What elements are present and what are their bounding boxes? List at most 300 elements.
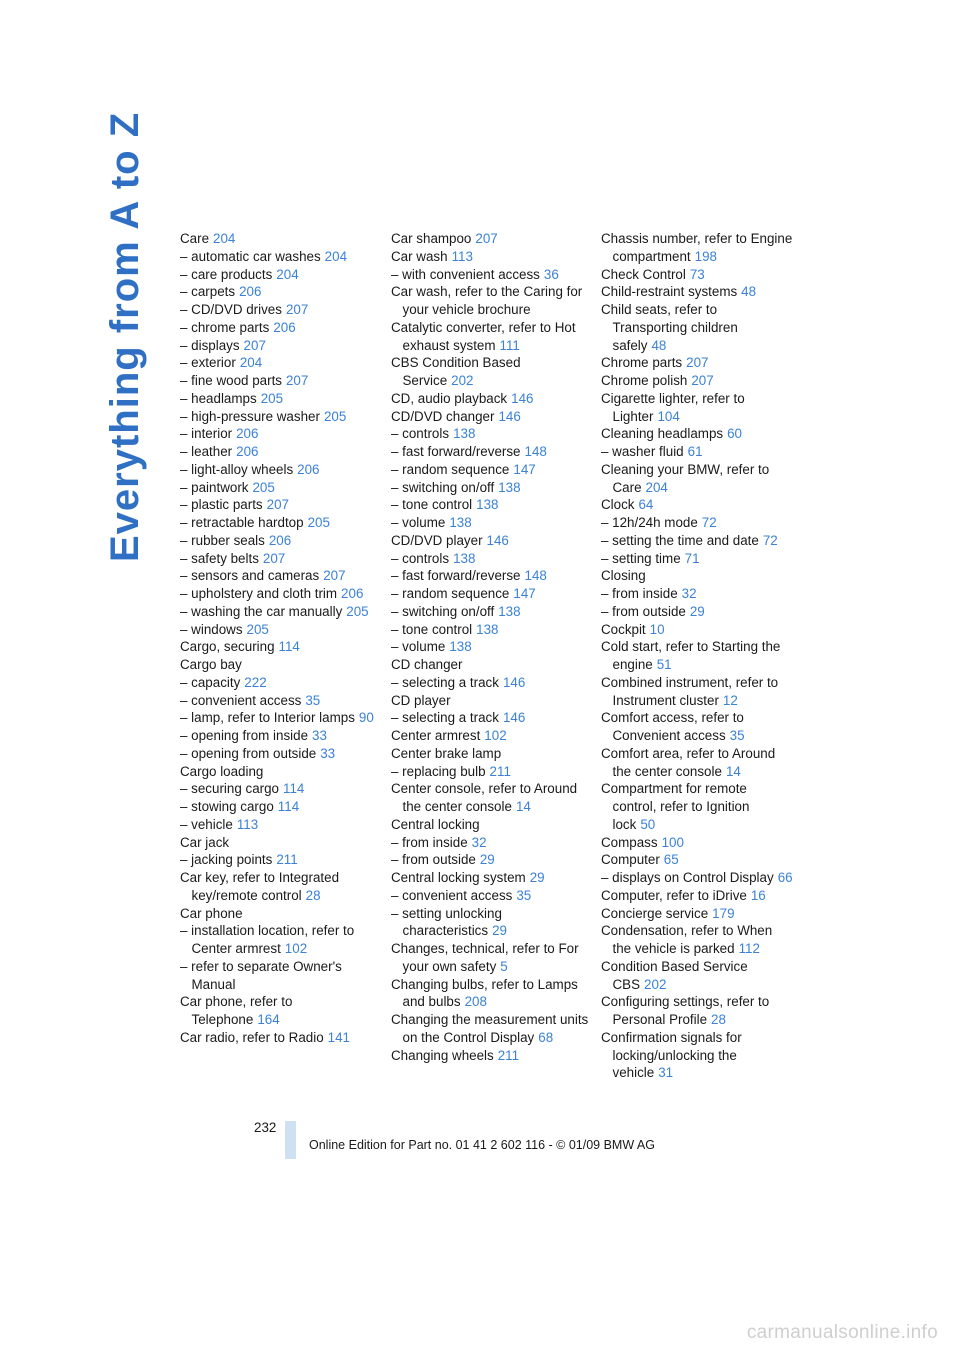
index-entry <box>391 319 591 355</box>
index-entry <box>391 496 591 514</box>
page-link[interactable]: 146 <box>511 390 534 406</box>
page-link[interactable]: 32 <box>471 834 487 850</box>
index-entry <box>601 603 793 621</box>
index-term: – light-alloy wheels <box>180 461 294 477</box>
index-entry <box>601 266 793 284</box>
index-term: Car phone, refer to Telephone <box>180 994 293 1027</box>
footer-bar <box>285 1121 296 1159</box>
index-entry <box>391 514 591 532</box>
index-term: – tone control <box>391 497 473 513</box>
index-term: CBS Condition Based Service <box>391 355 521 388</box>
index-term: – retractable hardtop <box>180 515 304 530</box>
index-entry <box>391 443 591 461</box>
index-entry <box>180 798 380 816</box>
index-entry <box>601 461 793 497</box>
page-link[interactable]: 146 <box>502 674 526 690</box>
index-entry <box>601 1029 793 1082</box>
index-term: Car wash <box>391 248 448 264</box>
index-entry <box>180 425 380 443</box>
page-link[interactable]: 64 <box>638 497 654 513</box>
page-link[interactable]: 112 <box>738 941 760 956</box>
page-link[interactable]: 222 <box>244 674 267 690</box>
index-term: Computer <box>601 852 660 868</box>
index-entry <box>180 337 380 355</box>
index-term: CD/DVD changer <box>391 408 495 424</box>
index-term: – with convenient access <box>391 266 540 282</box>
index-entry <box>391 532 591 550</box>
index-term: – exterior <box>180 355 236 371</box>
index-entry <box>601 745 793 781</box>
page-link[interactable]: 72 <box>701 515 717 530</box>
page-link[interactable]: 206 <box>341 586 364 601</box>
index-term: – switching on/off <box>391 479 495 495</box>
index-term: – lamp, refer to Interior lamps <box>180 710 355 726</box>
index-term: Cargo bay <box>180 657 242 672</box>
page-link[interactable]: 138 <box>453 550 476 566</box>
index-entry <box>391 940 591 976</box>
index-term: Chrome parts <box>601 355 683 371</box>
index-entry <box>391 230 591 248</box>
index-entry <box>601 869 793 887</box>
index-term: – setting the time and date <box>601 532 759 548</box>
index-term: Car radio, refer to Radio <box>180 1029 324 1045</box>
index-term: Central locking <box>391 816 480 832</box>
index-term: Center console, refer to Around the center console <box>391 781 578 814</box>
index-term: – leather <box>180 444 233 459</box>
index-term: – setting unlocking characteristics <box>391 905 502 939</box>
page-link[interactable]: 205 <box>260 390 284 406</box>
index-term: – random sequence <box>391 586 510 601</box>
page-link[interactable]: 60 <box>727 426 742 442</box>
index-entry <box>391 727 591 745</box>
page-link[interactable]: 202 <box>644 976 667 992</box>
page-link[interactable]: 138 <box>453 426 476 442</box>
page-link[interactable]: 29 <box>479 852 495 868</box>
page-link[interactable]: 147 <box>513 461 536 477</box>
index-term: Combined instrument, refer to Instrument cluster <box>601 674 779 708</box>
index-term: Center armrest <box>391 728 481 743</box>
side-title: Everything from A to Z <box>103 111 147 562</box>
page-link[interactable]: 146 <box>486 532 509 548</box>
index-entry <box>180 550 380 568</box>
index-entry <box>180 780 380 798</box>
index-entry <box>180 674 380 692</box>
page-link[interactable]: 207 <box>686 355 709 371</box>
index-entry <box>391 425 591 443</box>
index-term: – high-pressure washer <box>180 408 320 424</box>
page-link[interactable]: 205 <box>323 408 347 424</box>
page-link[interactable]: 14 <box>725 763 741 779</box>
page-link[interactable]: 141 <box>327 1029 350 1045</box>
index-term: Confirmation signals for locking/unlocking the vehicle <box>601 1029 742 1081</box>
index-entry <box>601 851 793 869</box>
index-entry <box>391 887 591 905</box>
page-link[interactable]: 113 <box>236 816 259 832</box>
index-entry <box>391 1047 591 1065</box>
page-link[interactable]: 33 <box>320 745 336 761</box>
page-link[interactable]: 148 <box>524 444 547 459</box>
index-term: Center brake lamp <box>391 745 502 761</box>
index-term: – 12h/24h mode <box>601 515 698 530</box>
page-link[interactable]: 114 <box>283 781 305 797</box>
page-link[interactable]: 208 <box>464 994 487 1010</box>
index-entry <box>391 763 591 781</box>
index-term: Changes, technical, refer to For your own safety <box>391 941 579 974</box>
index-entry <box>391 550 591 568</box>
page-link[interactable]: 35 <box>305 692 321 708</box>
page-link[interactable]: 100 <box>661 834 684 850</box>
index-entry <box>391 248 591 266</box>
page-link[interactable]: 66 <box>777 870 793 885</box>
page-link[interactable]: 211 <box>497 1047 520 1063</box>
index-term: – switching on/off <box>391 603 495 619</box>
index-term: – volume <box>391 639 446 655</box>
index-entry <box>601 887 793 905</box>
index-term: – washer fluid <box>601 444 684 459</box>
page-link[interactable]: 206 <box>268 532 292 548</box>
page-link[interactable]: 14 <box>515 799 531 814</box>
index-term: – automatic car washes <box>180 248 321 264</box>
page-link[interactable]: 35 <box>516 887 532 903</box>
page-link[interactable]: 48 <box>651 337 667 353</box>
index-entry <box>180 905 380 923</box>
index-term: – carpets <box>180 284 236 300</box>
index-term: – convenient access <box>391 887 513 903</box>
page-link[interactable]: 164 <box>257 1012 280 1027</box>
page-link[interactable]: 205 <box>246 621 269 637</box>
page-link[interactable]: 31 <box>658 1065 674 1081</box>
index-entry <box>601 709 793 745</box>
index-entry <box>601 230 793 266</box>
page-link[interactable]: 202 <box>451 373 474 388</box>
index-term: Condition Based Service CBS <box>601 958 748 992</box>
index-entry <box>601 585 793 603</box>
page-link[interactable]: 16 <box>750 887 766 903</box>
index-term: – controls <box>391 426 450 442</box>
watermark: carmanualsonline.info <box>746 1322 938 1343</box>
page-link[interactable]: 204 <box>239 355 263 371</box>
index-entry <box>391 745 591 763</box>
page-link[interactable]: 179 <box>712 905 735 921</box>
page-link[interactable]: 138 <box>449 639 472 655</box>
index-term: – from outside <box>391 852 476 868</box>
index-term: – CD/DVD drives <box>180 302 282 317</box>
page-link[interactable]: 12 <box>722 692 738 708</box>
index-term: – refer to separate Owner's Manual <box>180 958 342 992</box>
page-link[interactable]: 28 <box>711 1012 726 1027</box>
page-link[interactable]: 204 <box>213 231 236 246</box>
index-term: – fast forward/reverse <box>391 444 521 459</box>
index-term: – stowing cargo <box>180 799 274 814</box>
page-link[interactable]: 206 <box>236 426 259 442</box>
page-link[interactable]: 102 <box>284 941 308 956</box>
page-link[interactable]: 68 <box>538 1029 554 1045</box>
page-link[interactable]: 10 <box>649 621 665 637</box>
index-entry <box>601 443 793 461</box>
index-entry <box>391 283 591 319</box>
index-entry <box>180 692 380 710</box>
page-link[interactable]: 148 <box>524 568 547 584</box>
page-link[interactable]: 205 <box>252 479 275 495</box>
index-entry <box>180 372 380 390</box>
index-term: Cold start, refer to Starting the engine <box>601 639 781 672</box>
index-entry <box>180 461 380 479</box>
index-entry <box>180 585 380 603</box>
index-entry <box>601 390 793 426</box>
page-link[interactable]: 206 <box>236 444 259 459</box>
index-term: – controls <box>391 550 450 566</box>
page-link[interactable]: 146 <box>502 710 526 726</box>
index-term: Compass <box>601 834 658 850</box>
index-term: – tone control <box>391 621 473 637</box>
page-link[interactable]: 207 <box>285 373 309 388</box>
index-term: Car wash, refer to the Caring for your vehicle brochure <box>391 284 583 317</box>
index-entry <box>601 372 793 390</box>
index-entry <box>601 301 793 354</box>
index-entry <box>601 532 793 550</box>
index-entry <box>601 922 793 958</box>
index-entry <box>180 266 380 284</box>
index-entry <box>180 993 380 1029</box>
index-term: Care <box>180 231 210 246</box>
index-entry <box>391 780 591 816</box>
index-term: Changing wheels <box>391 1047 494 1063</box>
index-entry <box>391 976 591 1012</box>
page-link[interactable]: 204 <box>645 479 668 495</box>
page-link[interactable]: 102 <box>484 728 507 743</box>
page-link[interactable]: 138 <box>498 603 521 619</box>
index-term: – rubber seals <box>180 532 265 548</box>
index-entry <box>180 638 380 656</box>
index-entry <box>601 283 793 301</box>
index-term: Changing bulbs, refer to Lamps and bulbs <box>391 976 578 1010</box>
index-entry <box>601 621 793 639</box>
index-term: Comfort area, refer to Around the center console <box>601 745 776 779</box>
index-term: Child seats, refer to Transporting children safely <box>601 302 738 353</box>
page-link[interactable]: 51 <box>656 657 672 672</box>
page-link[interactable]: 33 <box>312 728 327 743</box>
index-entry <box>601 514 793 532</box>
index-term: Compartment for remote control, refer to Ignition lock <box>601 781 750 832</box>
index-entry <box>180 834 380 852</box>
page-link[interactable]: 138 <box>476 621 499 637</box>
index-term: – upholstery and cloth trim <box>180 586 338 601</box>
index-term: – from outside <box>601 603 686 619</box>
page-link[interactable]: 146 <box>498 408 521 424</box>
index-term: – from inside <box>601 586 678 601</box>
index-term: Car phone <box>180 905 243 921</box>
page-link[interactable]: 206 <box>297 461 320 477</box>
index-term: – fine wood parts <box>180 373 282 388</box>
index-term: – setting time <box>601 550 681 566</box>
page-link[interactable]: 50 <box>640 816 656 832</box>
page-link[interactable]: 5 <box>500 958 508 974</box>
index-term: Clock <box>601 497 635 513</box>
index-entry <box>391 479 591 497</box>
index-entry <box>180 230 380 248</box>
page-link[interactable]: 207 <box>691 373 714 388</box>
page-link[interactable]: 71 <box>684 550 700 566</box>
index-entry <box>391 834 591 852</box>
index-entry <box>180 514 380 532</box>
index-entry <box>391 674 591 692</box>
index-entry <box>180 443 380 461</box>
index-term: Car key, refer to Integrated key/remote control <box>180 870 340 903</box>
index-term: – vehicle <box>180 816 233 832</box>
page-link[interactable]: 90 <box>358 710 374 726</box>
index-entry <box>180 283 380 301</box>
index-term: – opening from outside <box>180 745 317 761</box>
page-link[interactable]: 198 <box>694 248 717 264</box>
page-link[interactable]: 72 <box>762 532 778 548</box>
index-term: Cleaning your BMW, refer to Care <box>601 461 770 495</box>
index-column-2 <box>391 230 591 1064</box>
page-link[interactable]: 138 <box>476 497 499 513</box>
index-entry <box>180 745 380 763</box>
index-entry <box>601 496 793 514</box>
page-link[interactable]: 114 <box>277 799 300 814</box>
index-entry <box>180 390 380 408</box>
index-term: – washing the car manually <box>180 603 343 619</box>
index-entry <box>601 567 793 585</box>
page-link[interactable]: 211 <box>489 763 511 779</box>
page-link[interactable]: 207 <box>243 337 266 353</box>
index-term: – safety belts <box>180 550 259 566</box>
index-entry <box>180 408 380 426</box>
index-entry <box>391 266 591 284</box>
index-entry <box>180 709 380 727</box>
index-term: – random sequence <box>391 461 510 477</box>
index-entry <box>391 709 591 727</box>
index-term: Concierge service <box>601 905 709 921</box>
index-entry <box>391 869 591 887</box>
index-entry <box>180 248 380 266</box>
index-term: Computer, refer to iDrive <box>601 887 747 903</box>
index-entry <box>391 603 591 621</box>
page-link[interactable]: 138 <box>498 479 521 495</box>
page-link[interactable]: 138 <box>449 515 472 530</box>
index-term: – capacity <box>180 674 241 690</box>
index-term: Car shampoo <box>391 231 472 246</box>
page-link[interactable]: 204 <box>324 248 348 264</box>
page-link[interactable]: 207 <box>285 302 309 317</box>
index-entry <box>391 816 591 834</box>
page-link[interactable]: 36 <box>543 266 559 282</box>
page-link[interactable]: 147 <box>513 586 536 601</box>
index-entry <box>601 780 793 833</box>
index-entry <box>391 692 591 710</box>
index-entry <box>180 922 380 958</box>
index-term: Comfort access, refer to Convenient access <box>601 710 744 743</box>
index-entry <box>180 869 380 905</box>
index-term: – fast forward/reverse <box>391 568 521 584</box>
page-link[interactable]: 114 <box>278 639 300 655</box>
index-entry <box>391 621 591 639</box>
index-entry <box>180 532 380 550</box>
page-link[interactable]: 204 <box>276 266 299 282</box>
index-entry <box>391 1011 591 1047</box>
index-entry <box>180 479 380 497</box>
index-term: – selecting a track <box>391 674 499 690</box>
page-link[interactable]: 211 <box>276 852 298 868</box>
page-link[interactable]: 29 <box>492 923 507 939</box>
index-term: CD, audio playback <box>391 390 508 406</box>
index-entry <box>601 834 793 852</box>
page-link[interactable]: 206 <box>239 284 262 300</box>
index-term: – plastic parts <box>180 497 263 513</box>
index-entry <box>601 425 793 443</box>
index-entry <box>180 763 380 781</box>
index-term: – displays on Control Display <box>601 870 774 885</box>
page-link[interactable]: 35 <box>729 728 745 743</box>
index-term: Child-restraint systems <box>601 284 738 300</box>
page-number: 232 <box>254 1120 277 1135</box>
index-entry <box>601 993 793 1029</box>
index-entry <box>391 585 591 603</box>
page-link[interactable]: 205 <box>307 515 330 530</box>
index-term: CD changer <box>391 657 463 672</box>
index-entry <box>180 496 380 514</box>
index-term: – headlamps <box>180 390 257 406</box>
index-entry <box>601 354 793 372</box>
index-entry <box>601 905 793 923</box>
index-entry <box>180 354 380 372</box>
index-term: Cargo, securing <box>180 639 275 655</box>
index-term: – paintwork <box>180 479 249 495</box>
page-link[interactable]: 73 <box>689 266 705 282</box>
page-link[interactable]: 207 <box>266 497 289 513</box>
index-entry <box>601 550 793 568</box>
index-entry <box>601 638 793 674</box>
index-term: Configuring settings, refer to Personal Profile <box>601 994 770 1027</box>
page-link[interactable]: 104 <box>657 408 680 424</box>
index-entry <box>180 621 380 639</box>
page-link[interactable]: 207 <box>323 568 346 584</box>
index-entry <box>180 319 380 337</box>
page-link[interactable]: 65 <box>663 852 679 868</box>
index-entry <box>391 851 591 869</box>
page-link[interactable]: 61 <box>687 444 703 459</box>
page-link[interactable]: 205 <box>346 603 369 619</box>
index-entry <box>180 567 380 585</box>
page-link[interactable]: 48 <box>741 284 757 300</box>
index-entry <box>180 816 380 834</box>
page-link[interactable]: 207 <box>262 550 286 566</box>
page-link[interactable]: 111 <box>499 337 520 353</box>
index-term: – convenient access <box>180 692 302 708</box>
index-term: CD/DVD player <box>391 532 483 548</box>
index-term: – care products <box>180 266 273 282</box>
page-link[interactable]: 32 <box>681 586 697 601</box>
index-term: Closing <box>601 568 646 584</box>
page-link[interactable]: 207 <box>475 231 498 246</box>
index-entry <box>391 905 591 941</box>
page-link[interactable]: 29 <box>529 870 545 885</box>
page-link[interactable]: 206 <box>273 319 296 335</box>
index-entry <box>180 851 380 869</box>
page-link[interactable]: 29 <box>689 603 705 619</box>
index-term: – windows <box>180 621 243 637</box>
index-entry <box>180 958 380 994</box>
index-term: Catalytic converter, refer to Hot exhaust system <box>391 319 576 353</box>
index-entry <box>391 567 591 585</box>
index-term: Cockpit <box>601 621 646 637</box>
index-entry <box>180 656 380 674</box>
index-entry <box>391 461 591 479</box>
index-entry <box>601 958 793 994</box>
page-link[interactable]: 113 <box>451 248 473 264</box>
page-link[interactable]: 28 <box>305 887 321 903</box>
